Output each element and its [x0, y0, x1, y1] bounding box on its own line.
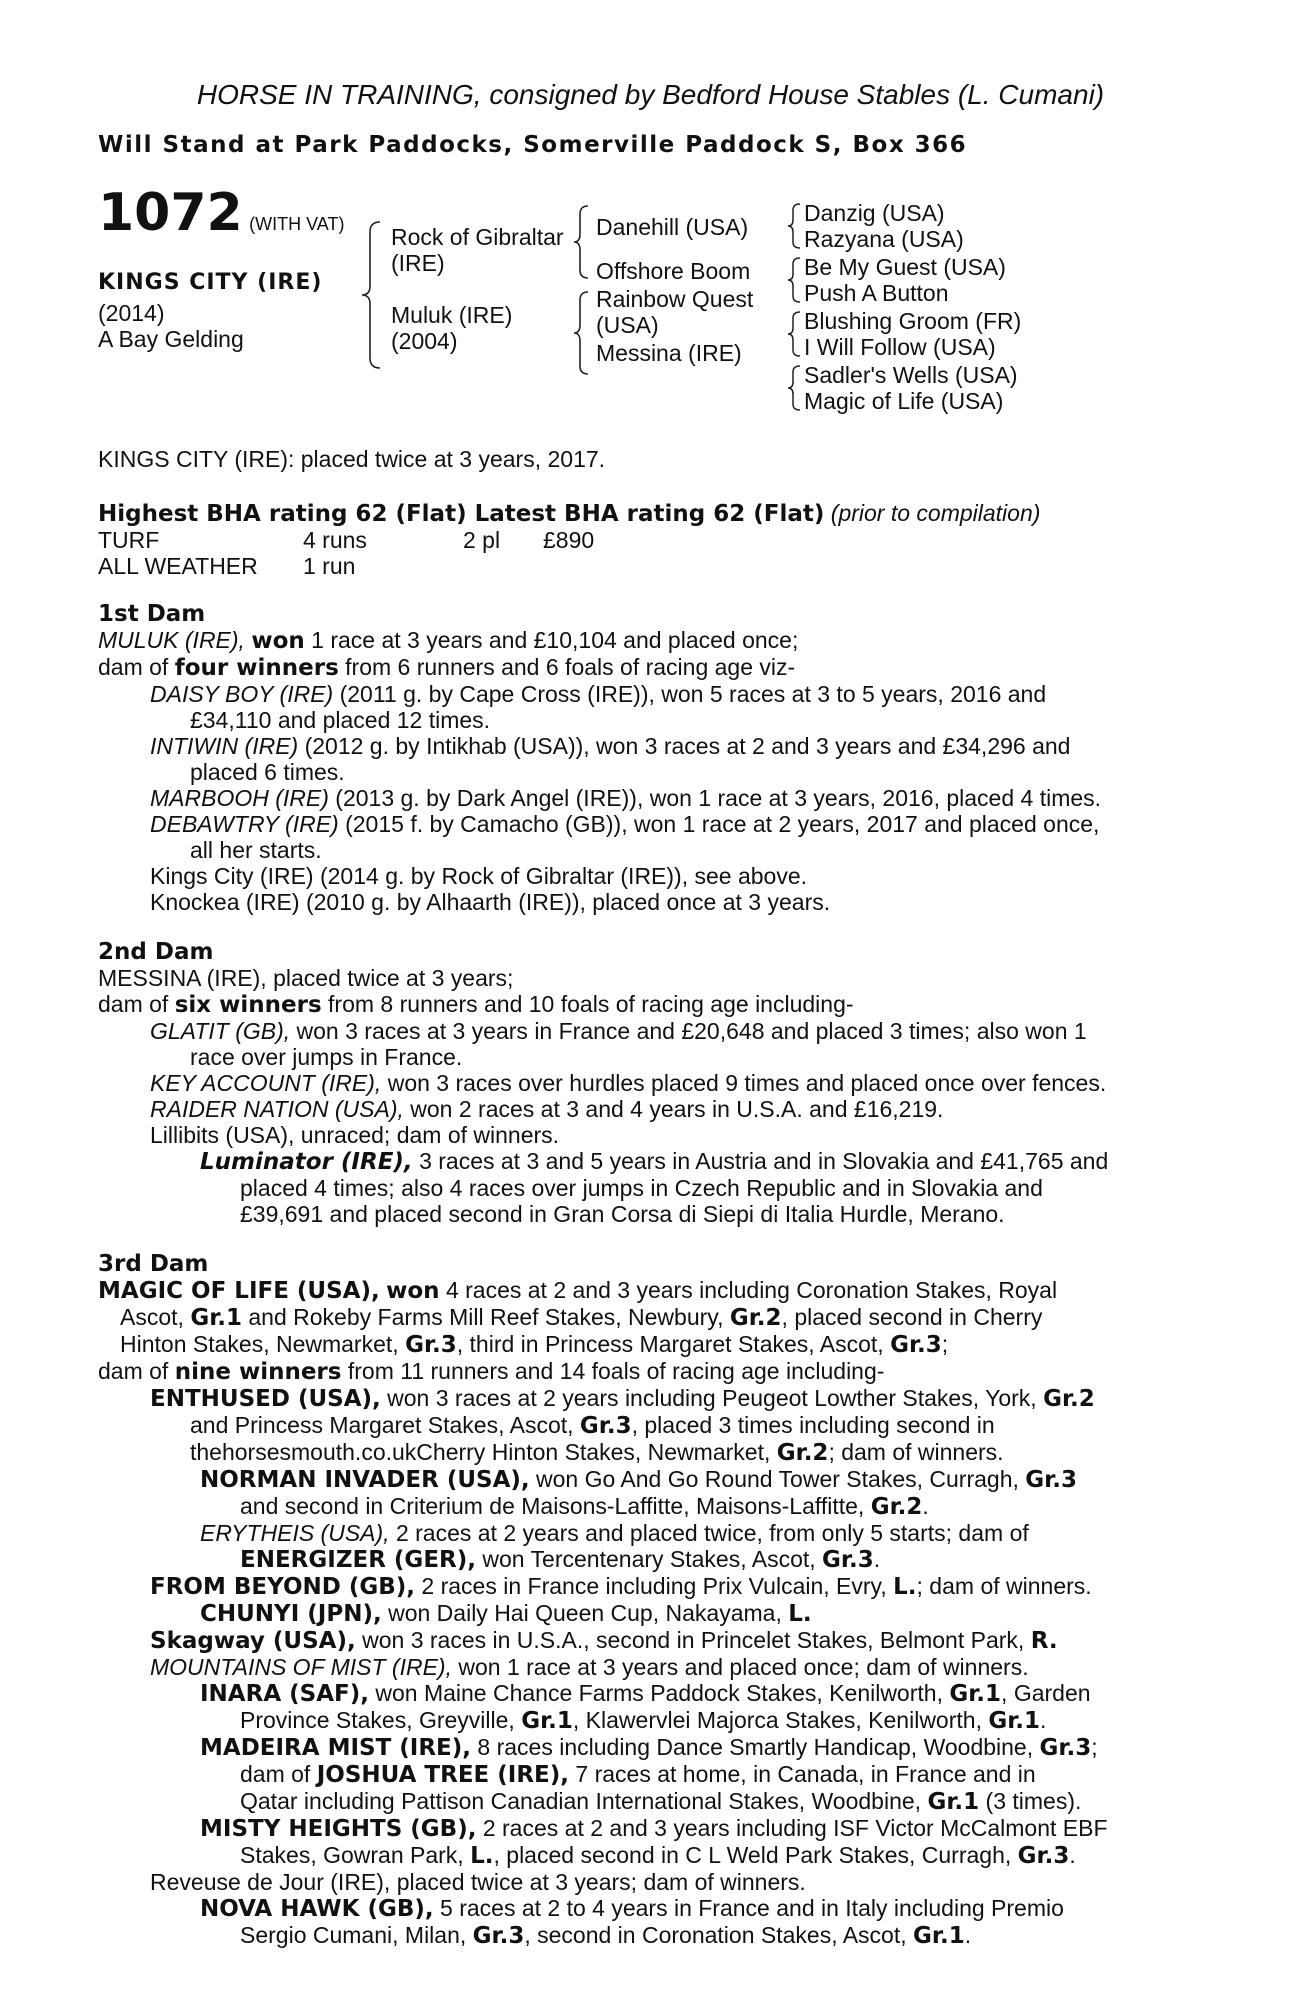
text-fragment: RAIDER NATION (USA), [150, 1096, 404, 1122]
text-fragment: 1 race at 3 years and £10,104 and placed once; [311, 627, 799, 653]
text-fragment: L. [470, 1843, 494, 1869]
gen3-sss: Danzig (USA) [804, 200, 945, 226]
text-fragment: JOSHUA TREE (IRE), [316, 1762, 569, 1788]
text-fragment: 4 races at 2 and 3 years including Coronation Stakes, Royal [445, 1277, 1058, 1303]
text-fragment: 2 pl [463, 527, 501, 553]
paragraph [98, 654, 1203, 681]
text-fragment: . [873, 1546, 881, 1572]
progeny-entry [98, 1654, 1203, 1680]
text-fragment: won 2 races at 3 and 4 years in U.S.A. and £16,219. [410, 1096, 944, 1122]
text-fragment: Gr.1 [190, 1305, 242, 1331]
progeny-entry [98, 1070, 1203, 1096]
pedigree-brace [360, 220, 382, 370]
text-fragment: thehorsesmouth.co.ukCherry Hinton Stakes, Newmarket, [190, 1439, 771, 1465]
text-fragment: Gr.2 [870, 1494, 923, 1520]
text-fragment: GLATIT (GB), [150, 1018, 291, 1044]
text-fragment: Rock of Gibraltar [391, 224, 564, 250]
progeny-entry [98, 681, 1203, 733]
text-fragment: Gr.1 [949, 1681, 1002, 1707]
text-fragment: Gr.1 [913, 1923, 965, 1949]
sire-sire: Danehill (USA) [596, 214, 749, 240]
gen3-sds: Be My Guest (USA) [804, 254, 1006, 280]
text-fragment: , Garden [1001, 1680, 1091, 1706]
text-fragment: all her starts. [190, 837, 322, 863]
progeny-entry [98, 1466, 1203, 1520]
text-fragment: won [251, 628, 305, 654]
text-fragment: Gr.1 [927, 1789, 980, 1815]
text-fragment: Sergio Cumani, Milan, [240, 1922, 467, 1948]
text-fragment: L. [893, 1574, 917, 1600]
text-fragment: placed 6 times. [190, 759, 345, 785]
text-fragment: 7 races at home, in Canada, in France and in [575, 1761, 1036, 1787]
second-dam-section [98, 939, 1203, 1227]
text-fragment: ERYTHEIS (USA), [200, 1520, 390, 1546]
lot-block [98, 183, 345, 243]
text-fragment: CHUNYI (JPN), [200, 1601, 382, 1627]
brace-line [788, 366, 800, 410]
text-fragment: Gr.3 [405, 1332, 457, 1358]
text-fragment: , placed 3 times including second in [631, 1412, 995, 1438]
text-fragment: 1 run [303, 553, 356, 579]
progeny-entry [98, 733, 1203, 785]
horse-name: KINGS CITY (IRE) [98, 270, 323, 295]
progeny-entry [98, 1627, 1203, 1654]
text-fragment: , Klawervlei Majorca Stakes, Kenilworth, [572, 1707, 982, 1733]
text-fragment: ; dam of winners. [828, 1439, 1004, 1465]
paragraph [98, 991, 1203, 1018]
text-fragment: nine winners [174, 1359, 342, 1385]
text-fragment: won Go And Go Round Tower Stakes, Curragh, [536, 1466, 1019, 1492]
text-fragment: , third in Princess Margaret Stakes, Ascot, [456, 1331, 884, 1357]
text-fragment: from 8 runners and 10 foals of racing age including- [328, 991, 854, 1017]
text-fragment: ENERGIZER (GER), [240, 1547, 476, 1573]
text-fragment: Gr.1 [988, 1708, 1041, 1734]
section-heading: 2nd Dam [98, 939, 214, 965]
text-fragment: £890 [543, 527, 595, 553]
gen3-brace-4 [786, 364, 802, 412]
catalogue-page [98, 78, 1203, 1949]
text-fragment: (prior to compilation) [830, 500, 1041, 526]
text-fragment: won 3 races at 2 years including Peugeot Lowther Stakes, York, [387, 1385, 1037, 1411]
text-fragment: Gr.2 [1043, 1386, 1095, 1412]
text-fragment: 2 races at 2 and 3 years including ISF Victor McCalmont EBF [482, 1815, 1108, 1841]
text-fragment: 2 races at 2 years and placed twice, from only 5 starts; dam of [395, 1520, 1029, 1546]
dam-dam: Messina (IRE) [596, 340, 742, 366]
text-fragment: 5 races at 2 to 4 years in France and in Italy including Premio [440, 1895, 1064, 1921]
text-fragment: . [922, 1493, 929, 1519]
text-fragment: DEBAWTRY (IRE) [150, 811, 339, 837]
text-fragment: dam of [98, 1358, 169, 1384]
text-fragment: won [386, 1278, 440, 1304]
text-fragment: MADEIRA MIST (IRE), [200, 1735, 472, 1761]
horse-description: A Bay Gelding [98, 326, 244, 352]
text-fragment: £34,110 and placed 12 times. [190, 707, 491, 733]
dam-line-brace [572, 290, 590, 376]
text-fragment: placed 4 times; also 4 races over jumps in Czech Republic and in Slovakia and [240, 1175, 1043, 1201]
text-fragment: FROM BEYOND (GB), [150, 1574, 416, 1600]
text-fragment: four winners [174, 655, 339, 681]
paragraph [98, 627, 1203, 654]
text-fragment: Gr.2 [776, 1440, 829, 1466]
text-fragment: Gr.3 [579, 1413, 632, 1439]
brace-line [788, 312, 800, 356]
text-fragment: KEY ACCOUNT (IRE), [150, 1070, 382, 1096]
text-fragment: Gr.3 [822, 1547, 874, 1573]
text-fragment: NORMAN INVADER (USA), [200, 1467, 530, 1493]
gen3-ddd: Magic of Life (USA) [804, 388, 1004, 414]
text-fragment: 2 races in France including Prix Vulcain, Evry, [421, 1573, 887, 1599]
turf-row [98, 527, 1203, 553]
text-fragment: and Princess Margaret Stakes, Ascot, [190, 1412, 574, 1438]
text-fragment: DAISY BOY (IRE) [150, 681, 334, 707]
progeny-entry [98, 1148, 1203, 1227]
text-fragment: Gr.2 [729, 1305, 782, 1331]
bha-rating [98, 500, 1203, 527]
text-fragment: Gr.1 [521, 1708, 573, 1734]
text-fragment: ; [1091, 1734, 1098, 1760]
progeny-entry [98, 1385, 1203, 1466]
text-fragment: won 3 races at 3 years in France and £20,648 and placed 3 times; also won 1 [296, 1018, 1087, 1044]
text-fragment: Skagway (USA), [150, 1628, 356, 1654]
text-fragment: ALL WEATHER [98, 553, 258, 579]
gen3-dss: Blushing Groom (FR) [804, 308, 1022, 334]
dam-sire [596, 286, 753, 338]
sire-name [391, 224, 564, 276]
text-fragment: MESSINA (IRE), placed twice at 3 years; [98, 965, 514, 991]
dam-name [391, 302, 512, 354]
text-fragment: Stakes, Gowran Park, [240, 1842, 464, 1868]
text-fragment: , second in Coronation Stakes, Ascot, [524, 1922, 907, 1948]
text-fragment: 3 races at 3 and 5 years in Austria and in Slovakia and £41,765 and [419, 1148, 1109, 1174]
text-fragment: Gr.3 [1025, 1467, 1077, 1493]
text-fragment: (2011 g. by Cape Cross (IRE)), won 5 races at 3 to 5 years, 2016 and [339, 681, 1047, 707]
brace-line [362, 222, 380, 368]
text-fragment: Gr.3 [890, 1332, 942, 1358]
text-fragment: from 11 runners and 14 foals of racing age including- [347, 1358, 885, 1384]
text-fragment: and second in Criterium de Maisons-Laffitte, Maisons-Laffitte, [240, 1493, 865, 1519]
text-fragment: (2004) [391, 328, 458, 354]
vat-label: (WITH VAT) [249, 214, 345, 234]
text-fragment: ; dam of winners. [916, 1573, 1092, 1599]
text-fragment: £39,691 and placed second in Gran Corsa di Siepi di Italia Hurdle, Merano. [240, 1201, 1005, 1227]
text-fragment: L. [788, 1601, 812, 1627]
progeny-entry [98, 1520, 1203, 1573]
consignor-header: HORSE IN TRAINING, consigned by Bedford House Stables (L. Cumani) [196, 79, 1105, 110]
brace-line [574, 292, 588, 374]
text-fragment: . [1069, 1842, 1076, 1868]
section-heading: 1st Dam [98, 601, 206, 627]
foaling-year: (2014) [98, 300, 165, 326]
progeny-entry [98, 785, 1203, 811]
race-summary: KINGS CITY (IRE): placed twice at 3 years, 2017. [98, 446, 606, 472]
text-fragment: MOUNTAINS OF MIST (IRE), [150, 1654, 452, 1680]
gen3-ssd: Razyana (USA) [804, 226, 964, 252]
text-fragment: dam of [240, 1761, 311, 1787]
progeny-entry: Lillibits (USA), unraced; dam of winners. [150, 1122, 560, 1148]
text-fragment: Hinton Stakes, Newmarket, [120, 1331, 399, 1357]
text-fragment: MARBOOH (IRE) [150, 785, 329, 811]
text-fragment: race over jumps in France. [190, 1044, 463, 1070]
paragraph [98, 1358, 1203, 1385]
gen3-brace-3 [786, 310, 802, 358]
text-fragment: , placed second in C L Weld Park Stakes, Curragh, [493, 1842, 1012, 1868]
text-fragment: won 3 races over hurdles placed 9 times and placed once over fences. [387, 1070, 1107, 1096]
text-fragment: 8 races including Dance Smartly Handicap, Woodbine, [477, 1734, 1034, 1760]
text-fragment: won 1 race at 3 years and placed once; dam of winners. [458, 1654, 1029, 1680]
text-fragment: (2012 g. by Intikhab (USA)), won 3 races at 2 and 3 years and £34,296 and [304, 733, 1071, 759]
text-fragment: ; [941, 1331, 949, 1357]
text-fragment: six winners [174, 992, 322, 1018]
text-fragment: Gr.3 [472, 1923, 525, 1949]
sire-dam: Offshore Boom [596, 258, 751, 284]
text-fragment: R. [1030, 1628, 1058, 1654]
progeny-entry [98, 1096, 1203, 1122]
text-fragment: Ascot, [120, 1304, 184, 1330]
text-fragment: won Maine Chance Farms Paddock Stakes, Kenilworth, [375, 1680, 943, 1706]
brace-line [788, 258, 800, 302]
gen3-dds: Sadler's Wells (USA) [804, 362, 1018, 388]
text-fragment: Rainbow Quest [596, 286, 754, 312]
text-fragment: MAGIC OF LIFE (USA), [98, 1278, 380, 1304]
text-fragment: from 6 runners and 6 foals of racing age viz- [345, 654, 796, 680]
gen3-dsd: I Will Follow (USA) [804, 334, 996, 360]
text-fragment: won Tercentenary Stakes, Ascot, [482, 1546, 816, 1572]
sire-line-brace [572, 204, 590, 280]
progeny-entry [98, 1895, 1203, 1949]
text-fragment: dam of [98, 654, 169, 680]
section-heading: 3rd Dam [98, 1251, 209, 1277]
progeny-entry [98, 1600, 1203, 1627]
text-fragment: MISTY HEIGHTS (GB), [200, 1816, 477, 1842]
text-fragment: dam of [98, 991, 169, 1017]
text-fragment: INTIWIN (IRE) [150, 733, 299, 759]
brace-line [574, 206, 588, 278]
text-fragment: Province Stakes, Greyville, [240, 1707, 515, 1733]
progeny-entry [98, 1680, 1203, 1734]
progeny-entry [98, 1018, 1203, 1070]
text-fragment: Gr.3 [1039, 1735, 1092, 1761]
text-fragment: won 3 races in U.S.A., second in Princelet Stakes, Belmont Park, [362, 1627, 1025, 1653]
text-fragment: (IRE) [391, 250, 445, 276]
gen3-sdd: Push A Button [804, 280, 949, 306]
text-fragment: (USA) [596, 312, 659, 338]
progeny-entry [98, 1573, 1203, 1600]
third-dam-section [98, 1251, 1203, 1949]
paragraph [98, 1277, 1203, 1358]
text-fragment: ENTHUSED (USA), [150, 1386, 381, 1412]
lot-number: 1072 [98, 183, 243, 243]
text-fragment: NOVA HAWK (GB), [200, 1896, 434, 1922]
text-fragment: Muluk (IRE) [391, 302, 513, 328]
text-fragment: 4 runs [303, 527, 367, 553]
progeny-entry: Reveuse de Jour (IRE), placed twice at 3 years; dam of winners. [150, 1869, 806, 1895]
all-weather-row [98, 553, 1203, 579]
text-fragment: , placed second in Cherry [781, 1304, 1043, 1330]
progeny-entry: Knockea (IRE) (2010 g. by Alhaarth (IRE)), placed once at 3 years. [150, 889, 831, 915]
race-record [98, 527, 1203, 579]
text-fragment: INARA (SAF), [200, 1681, 369, 1707]
text-fragment: MULUK (IRE), [98, 627, 245, 653]
text-fragment: Luminator (IRE), [200, 1149, 413, 1175]
text-fragment: Qatar including Pattison Canadian International Stakes, Woodbine, [240, 1788, 922, 1814]
progeny-entry [98, 1815, 1203, 1869]
stand-location: Will Stand at Park Paddocks, Somerville Paddock S, Box 366 [98, 132, 968, 158]
text-fragment: and Rokeby Farms Mill Reef Stakes, Newbury, [248, 1304, 724, 1330]
progeny-entry [98, 811, 1203, 863]
text-fragment: . [964, 1922, 972, 1948]
gen3-brace-2 [786, 256, 802, 304]
text-fragment: . [1040, 1707, 1047, 1733]
text-fragment: Highest BHA rating 62 (Flat) Latest BHA rating 62 (Flat) [98, 501, 825, 527]
progeny-entry [98, 1734, 1203, 1815]
text-fragment: won Daily Hai Queen Cup, Nakayama, [388, 1600, 782, 1626]
text-fragment: (3 times). [985, 1788, 1082, 1814]
gen3-brace-1 [786, 202, 802, 250]
pedigree-table [98, 183, 1203, 440]
progeny-entry: Kings City (IRE) (2014 g. by Rock of Gibraltar (IRE)), see above. [150, 863, 808, 889]
text-fragment: Gr.3 [1017, 1843, 1070, 1869]
text-fragment: TURF [98, 527, 160, 553]
text-fragment: (2013 g. by Dark Angel (IRE)), won 1 race at 3 years, 2016, placed 4 times. [335, 785, 1102, 811]
brace-line [788, 204, 800, 248]
text-fragment: (2015 f. by Camacho (GB)), won 1 race at 2 years, 2017 and placed once, [345, 811, 1100, 837]
first-dam-section [98, 601, 1203, 915]
